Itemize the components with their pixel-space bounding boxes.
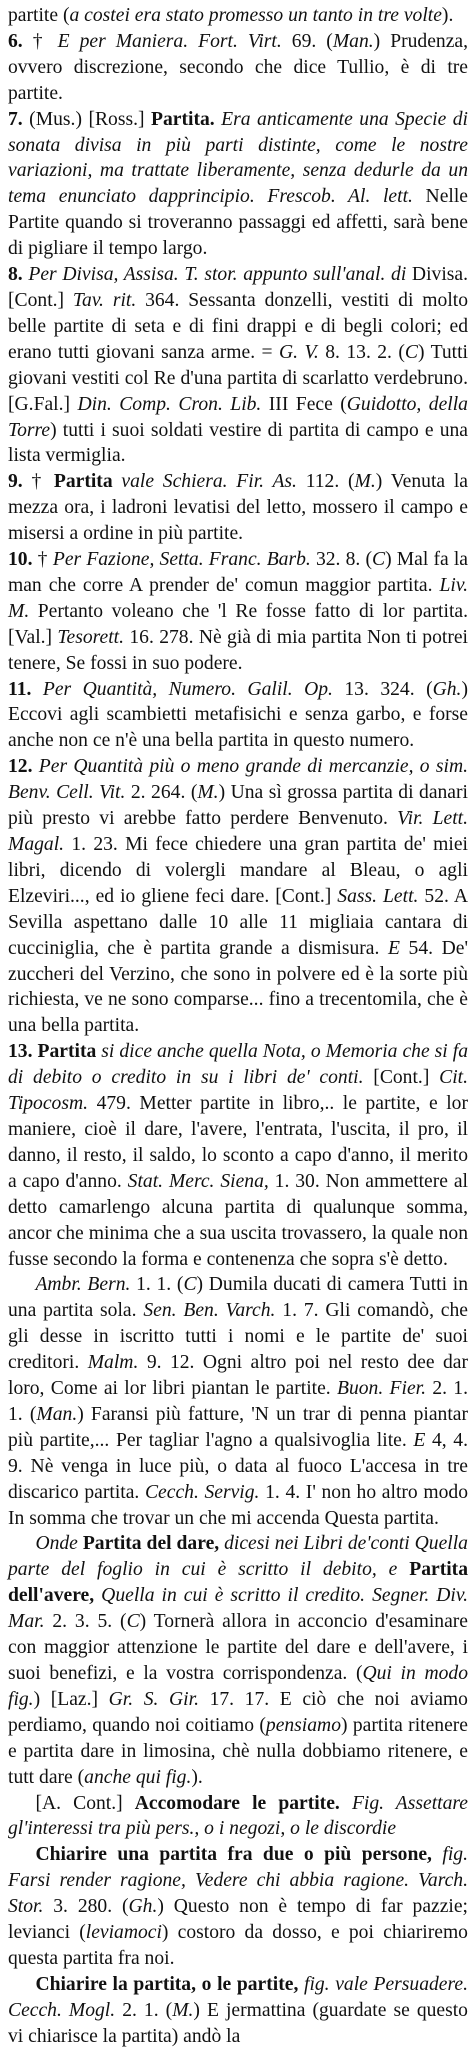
- entry-sense-11: 11. Per Quantità, Numero. Galil. Op. 13. 324. (Gh.) Eccovi agli scambietti metafisichi e senza garbo, e forse anche non ce n'è una bella partita in questo numero.: [8, 678, 468, 752]
- entry-sense-10: 10. † Per Fazione, Setta. Franc. Barb. 32. 8. (C) Mal fa la man che corre A prender de' comun maggior partita. Liv. M. Pertanto voleano che 'l Re fosse fatto di lor partita. [Val.] Tesorett. 16. 278. Nè già di mia partita Non ti potrei tenere, Se fossi in suo podere.: [8, 549, 469, 674]
- entry-ambr-bern: Ambr. Bern. 1. 1. (C) Dumila ducati di camera Tutti in una partita sola. Sen. Ben. Varch. 1. 7. Gli comandò, che gli desse in iscritto tutti i nomi e le partite de' suoi creditori. Malm. 9. 12. Ogni altro poi nel resto dee dar loro, Come ai lor libri piantan le partite. Buon. Fier. 2. 1. 1. (Man.) Faransi più fatture, 'N un trar di penna piantar più partite,... Per tagliar l'agno a qualsivoglia lite. E 4, 4. 9. Nè venga in luce più, o data al fuoco L'accesa in tre discarico partita. Cecch. Servig. 1. 4. I' non ho altro modo In somma che trovar un che mi accenda Questa partita.: [8, 1274, 469, 1529]
- entry-sense-13: 13. Partita si dice anche quella Nota, o Memoria che si fa di debito o credito in su i libri de' conti. [Cont.] Cit. Tipocosm. 479. Metter partite in libro,.. le partite, e lor maniere, cioè il dare, l'avere, l'entrata, l'uscita, il pro, il danno, il resto, il saldo, lo sconto a capo d'anno, il merito a capo d'anno. Stat. Merc. Siena, 1. 30. Non ammettere al detto camarlengo alcuna partita di qualunque somma, ancor che minima che a sua uscita trovassero, la quale non fusse secondo la forma e contenenza che sopra s'è detto.: [8, 1041, 468, 1270]
- entry-sense-8: 8. Per Divisa, Assisa. T. stor. appunto sull'anal. di Divisa. [Cont.] Tav. rit. 364. Sessanta donzelli, vestiti di molto belle partite di seta e di fini drappi e di begli colori; ed erano tutti giovani sanza arme. = G. V. 8. 13. 2. (C) Tutti giovani vestiti col Re d'una partita di scarlatto verdebruno. [G.Fal.] Din. Comp. Cron. Lib. III Fece (Guidotto, della Torre) tutti i suoi soldati vestire di partita di campo e una lista vermiglia.: [8, 264, 469, 467]
- entry-continuation: partite (a costei era stato promesso un tanto in tre volte).: [8, 5, 454, 26]
- entry-sense-7: 7. (Mus.) [Ross.] Partita. Era anticamente una Specie di sonata divisa in più parti distinte, come le nostre variazioni, ma trattate liberamente, senza dedurle da un tema enunciato dapprincipio. Frescob. Al. lett. Nelle Partite quando si troveranno passaggi ed affetti, sarà bene di pigliare il tempo largo.: [8, 108, 468, 260]
- entry-chiarire-una-partita: Chiarire una partita fra due o più persone, fig. Farsi render ragione, Vedere chi abbia ragione. Varch. Stor. 3. 280. (Gh.) Questo non è tempo di far pazzie; levianci (leviamoci) costoro da dosso, e poi chiariremo questa partita fra noi.: [8, 1844, 468, 1969]
- entry-accomodare-le-partite: [A. Cont.] Accomodare le partite. Fig. Assettare gl'interessi tra più pers., o i negozi, o le discordie: [8, 1792, 468, 1840]
- entry-sense-6: 6. † E per Maniera. Fort. Virt. 69. (Man.) Prudenza, ovvero discrezione, secondo che dice Tullio, è di tre partite.: [8, 30, 468, 104]
- entry-chiarire-la-partita: Chiarire la partita, o le partite, fig. vale Persuadere. Cecch. Mogl. 2. 1. (M.) E jermattina (guardate se questo vi chiarisce la partita) andò la: [8, 1973, 468, 2047]
- entry-sense-9: 9. † Partita vale Schiera. Fir. As. 112. (M.) Venuta la mezza ora, i ladroni levatisi del letto, mossero il campo e misersi a ordine in più partite.: [8, 471, 468, 545]
- entry-sense-12: 12. Per Quantità più o meno grande di mercanzie, o sim. Benv. Cell. Vit. 2. 264. (M.) Una sì grossa partita di danari più presto vi arebbe fatto perdere Benvenuto. Vir. Lett. Magal. 1. 23. Mi fece chiedere una gran partita de' miei libri, dicendo di volergli mandare al Bleau, o agli Elzeviri..., ed io gliene feci dare. [Cont.] Sass. Lett. 52. A Sevilla aspettano dalle 10 alle 11 migliaia cantara di cucciniglia, che è partita grande a dismisura. E 54. De' zuccheri del Verzino, che sono in polvere ed è la sorte più richiesta, ve ne sono comparse... fino a trecentomila, che è una bella partita.: [8, 756, 469, 1037]
- entry-partita-del-dare: Onde Partita del dare, dicesi nei Libri de'conti Quella parte del foglio in cui è scritto il debito, e Partita dell'avere, Quella in cui è scritto il credito. Segner. Div. Mar. 2. 3. 5. (C) Tornerà allora in acconcio d'esaminare con maggior attenzione le partite del dare e dell'avere, i suoi benefizi, e la vostra corrispondenza. (Qui in modo fig.) [Laz.] Gr. S. Gir. 17. 17. E ciò che noi aviamo perdiamo, quando noi coitiamo (pensiamo) partita ritenere e partita dare in limosina, chè nulla dobbiamo ritenere, e tutt dare (anche qui fig.).: [8, 1533, 468, 1788]
